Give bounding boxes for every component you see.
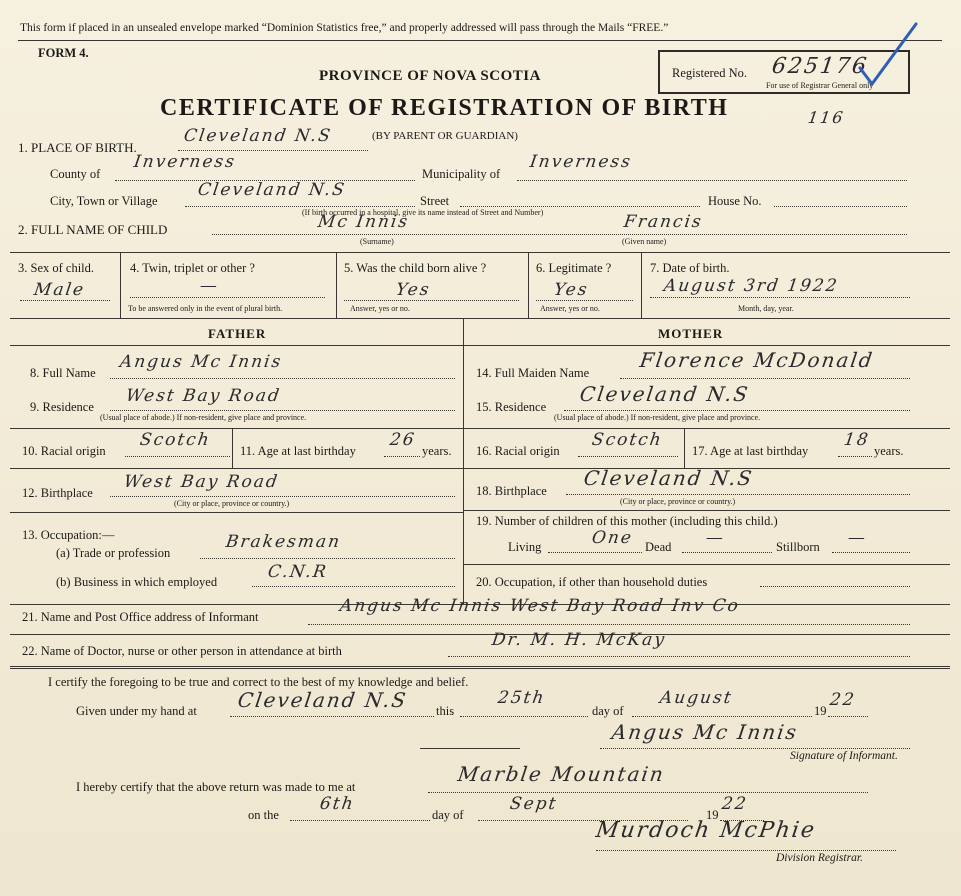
mother-age-value: 18 [842,430,872,450]
mother-heading: MOTHER [658,326,724,341]
registrar-signature: Murdoch McPhie [594,818,818,843]
mother-residence-note: (Usual place of abode.) If non-resident, give place and province. [554,413,761,422]
registrar-place-value: Marble Mountain [456,762,667,786]
hospital-note: (If birth occurred in a hospital, give its name instead of Street and Number) [302,208,544,217]
mother-birthplace-label: 18. Birthplace [476,484,547,498]
trade-value: Brakesman [224,532,343,552]
informant-value: Angus Mc Innis West Bay Road Inv Co [338,596,742,616]
sex-label: 3. Sex of child. [18,261,95,275]
father-age-value: 26 [388,430,418,450]
informant-label: 21. Name and Post Office address of Informant [22,610,259,624]
mother-birthplace-note: (City or place, province or country.) [620,497,736,506]
given-year-value: 22 [828,690,858,710]
by-parent-note: (BY PARENT OR GUARDIAN) [372,130,518,142]
mother-race-label: 16. Racial origin [476,444,560,458]
registrar-month-value: Sept [508,794,559,814]
mother-years: years. [874,444,904,458]
given-year-prefix: 19 [814,704,827,718]
mother-birthplace-value: Cleveland N.S [582,466,755,490]
child-surname: Mc Innis [316,212,411,232]
occupation-label: 13. Occupation:— [22,528,115,542]
father-residence-label: 9. Residence [30,400,94,414]
surname-note: (Surname) [360,237,394,246]
father-race-label: 10. Racial origin [22,444,106,458]
house-number-label: House No. [708,194,762,208]
dead-value: — [704,528,727,548]
living-label: Living [508,540,542,554]
business-label: (b) Business in which employed [56,575,218,589]
registered-label: Registered No. [672,66,747,80]
registrar-caption: Division Registrar. [776,852,863,864]
dead-label: Dead [645,540,672,554]
doctor-value: Dr. M. H. McKay [490,630,668,650]
father-name-value: Angus Mc Innis [118,352,284,372]
child-name-label: 2. FULL NAME OF CHILD [18,222,168,237]
mother-name-value: Florence McDonald [638,348,876,372]
children-label: 19. Number of children of this mother (including this child.) [476,514,778,528]
given-day-value: 25th [496,688,547,708]
city-value: Cleveland N.S [196,180,348,200]
given-name-note: (Given name) [622,237,667,246]
father-name-label: 8. Full Name [30,366,96,380]
legitimate-label: 6. Legitimate ? [536,261,612,275]
stillborn-value: — [846,528,869,548]
county-label: County of [50,167,101,181]
informant-signature-caption: Signature of Informant. [790,750,898,762]
child-given-name: Francis [622,212,705,232]
doctor-label: 22. Name of Doctor, nurse or other person in attendance at birth [22,644,342,658]
mother-age-label: 17. Age at last birthday [692,444,809,458]
given-under-label: Given under my hand at [76,704,197,718]
legitimate-value: Yes [552,280,590,300]
business-value: C.N.R [266,562,330,582]
twin-label: 4. Twin, triplet or other ? [130,261,255,275]
legitimate-note: Answer, yes or no. [540,304,600,313]
mother-occupation-label: 20. Occupation, if other than household duties [476,575,708,589]
mother-residence-label: 15. Residence [476,400,547,414]
father-birthplace-note: (City or place, province or country.) [174,499,290,508]
municipality-label: Municipality of [422,167,501,181]
province-title: PROVINCE OF NOVA SCOTIA [319,68,541,84]
check-mark-icon [858,20,918,90]
municipality-value: Inverness [528,152,634,172]
place-of-birth-label: 1. PLACE OF BIRTH. [18,140,137,155]
place-of-birth-value: Cleveland N.S [182,126,334,146]
certify-statement: I certify the foregoing to be true and correct to the best of my knowledge and belief. [48,675,469,689]
given-place-value: Cleveland N.S [236,688,409,712]
registrar-year-prefix: 19 [706,808,719,822]
registrar-day-value: 6th [318,794,357,814]
stillborn-label: Stillborn [776,540,820,554]
margin-mark: 116 [806,108,846,127]
trade-label: (a) Trade or profession [56,546,171,560]
father-residence-value: West Bay Road [124,386,283,406]
registered-number: 625176 [770,54,870,79]
date-note: Month, day, year. [738,304,794,313]
father-years: years. [422,444,452,458]
given-month-value: August [658,688,735,708]
postal-notice: This form if placed in an unsealed envelope marked “Dominion Statistics free,” and properly addressed will pass through the Mails “FREE.” [20,22,669,34]
registrar-year-value: 22 [720,794,750,814]
this-label: this [436,704,455,718]
form-number: FORM 4. [38,46,89,60]
county-value: Inverness [132,152,238,172]
living-value: One [590,528,635,548]
twin-value: — [198,276,221,296]
father-birthplace-label: 12. Birthplace [22,486,93,500]
mother-race-value: Scotch [590,430,665,450]
father-birthplace-value: West Bay Road [122,472,281,492]
father-residence-note: (Usual place of abode.) If non-resident, give place and province. [100,413,307,422]
date-of-birth-value: August 3rd 1922 [662,276,840,296]
date-of-birth-label: 7. Date of birth. [650,261,730,275]
informant-signature: Angus Mc Innis [610,720,800,744]
registrar-statement: I hereby certify that the above return was made to me at [76,780,356,794]
registrar-dayof-label: day of [432,808,464,822]
certificate-title: CERTIFICATE OF REGISTRATION OF BIRTH [160,95,729,121]
born-alive-value: Yes [394,280,432,300]
father-age-label: 11. Age at last birthday [240,444,356,458]
father-race-value: Scotch [138,430,213,450]
mother-residence-value: Cleveland N.S [578,382,751,406]
street-label: Street [420,194,450,208]
registrar-on-label: on the [248,808,279,822]
twin-note: To be answered only in the event of plural birth. [128,304,283,313]
sex-value: Male [32,280,87,300]
city-label: City, Town or Village [50,194,158,208]
mother-name-label: 14. Full Maiden Name [476,366,590,380]
born-alive-note: Answer, yes or no. [350,304,410,313]
born-alive-label: 5. Was the child born alive ? [344,261,487,275]
registrar-general-note: For use of Registrar General only [766,81,874,90]
given-dayof-label: day of [592,704,624,718]
father-heading: FATHER [208,326,267,341]
